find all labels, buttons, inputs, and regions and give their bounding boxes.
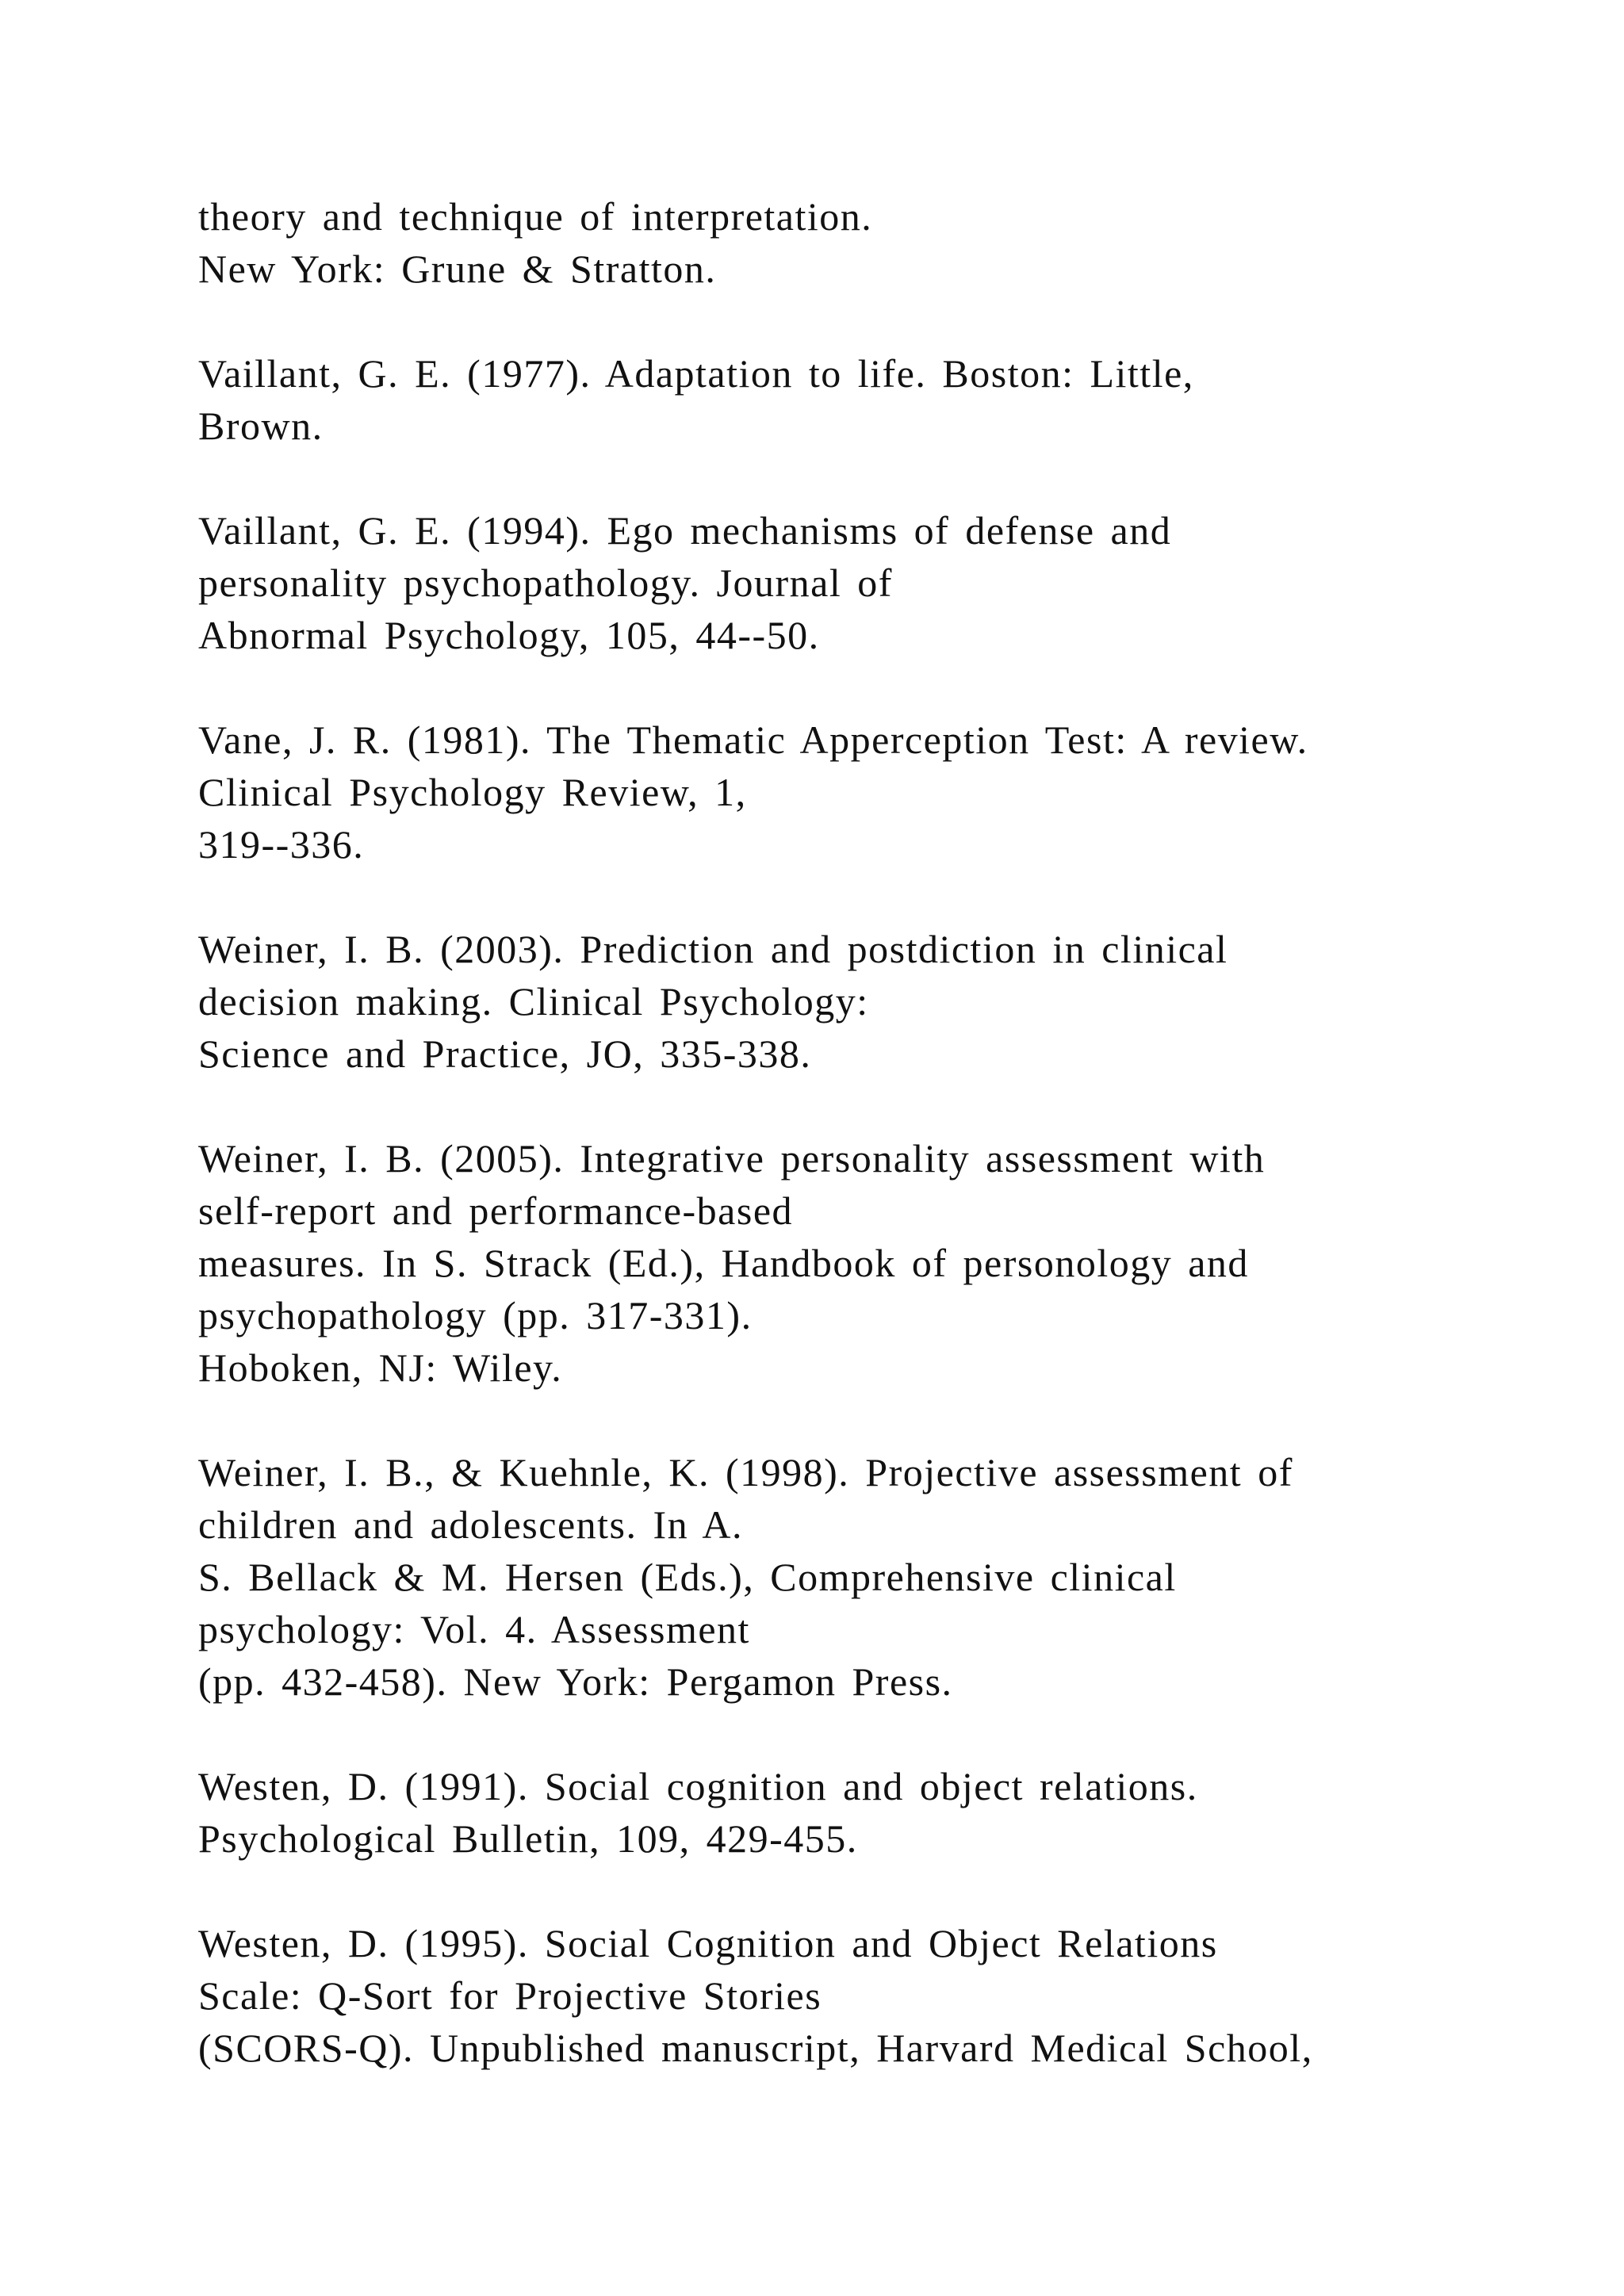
reference-entry (198, 1917, 1467, 2074)
reference-line: (SCORS-Q). Unpublished manuscript, Harvard Medical School, (198, 2026, 1313, 2070)
reference-line: theory and technique of interpretation. (198, 194, 873, 239)
reference-line: Vaillant, G. E. (1994). Ego mechanisms of defense and (198, 508, 1172, 553)
reference-line: Scale: Q-Sort for Projective Stories (198, 1973, 822, 2018)
reference-line: 319--336. (198, 822, 365, 867)
reference-line: Psychological Bulletin, 109, 429-455. (198, 1816, 858, 1861)
reference-entry (198, 190, 1467, 295)
reference-line: Brown. (198, 404, 324, 448)
reference-line: Hoboken, NJ: Wiley. (198, 1345, 563, 1390)
reference-line: Westen, D. (1991). Social cognition and object relations. (198, 1764, 1198, 1808)
reference-entry (198, 1132, 1467, 1394)
reference-line: personality psychopathology. Journal of (198, 561, 893, 605)
reference-entry (198, 923, 1467, 1080)
reference-line: self-report and performance-based (198, 1188, 794, 1233)
reference-line: New York: Grune & Stratton. (198, 247, 717, 291)
reference-line: Vane, J. R. (1981). The Thematic Apperception Test: A review. (198, 718, 1308, 762)
reference-line: Vaillant, G. E. (1977). Adaptation to life. Boston: Little, (198, 351, 1194, 396)
reference-line: Weiner, I. B. (2005). Integrative personality assessment with (198, 1136, 1266, 1181)
reference-line: (pp. 432-458). New York: Pergamon Press. (198, 1659, 953, 1704)
reference-line: children and adolescents. In A. (198, 1502, 743, 1547)
reference-line: decision making. Clinical Psychology: (198, 979, 869, 1024)
reference-line: measures. In S. Strack (Ed.), Handbook of personology and (198, 1241, 1249, 1285)
reference-entry (198, 1446, 1467, 1708)
reference-entry (198, 1760, 1467, 1865)
reference-entry (198, 714, 1467, 871)
reference-line: psychopathology (pp. 317-331). (198, 1293, 753, 1337)
reference-list (198, 190, 1467, 2126)
reference-line: Clinical Psychology Review, 1, (198, 770, 747, 814)
reference-line: Abnormal Psychology, 105, 44--50. (198, 613, 820, 657)
reference-line: psychology: Vol. 4. Assessment (198, 1607, 750, 1651)
reference-entry (198, 504, 1467, 661)
reference-line: S. Bellack & M. Hersen (Eds.), Comprehensive clinical (198, 1555, 1177, 1599)
reference-line: Weiner, I. B. (2003). Prediction and postdiction in clinical (198, 927, 1228, 971)
reference-line: Westen, D. (1995). Social Cognition and Object Relations (198, 1921, 1218, 1965)
reference-entry (198, 347, 1467, 452)
reference-line: Science and Practice, JO, 335-338. (198, 1031, 812, 1076)
reference-line: Weiner, I. B., & Kuehnle, K. (1998). Projective assessment of (198, 1450, 1293, 1494)
